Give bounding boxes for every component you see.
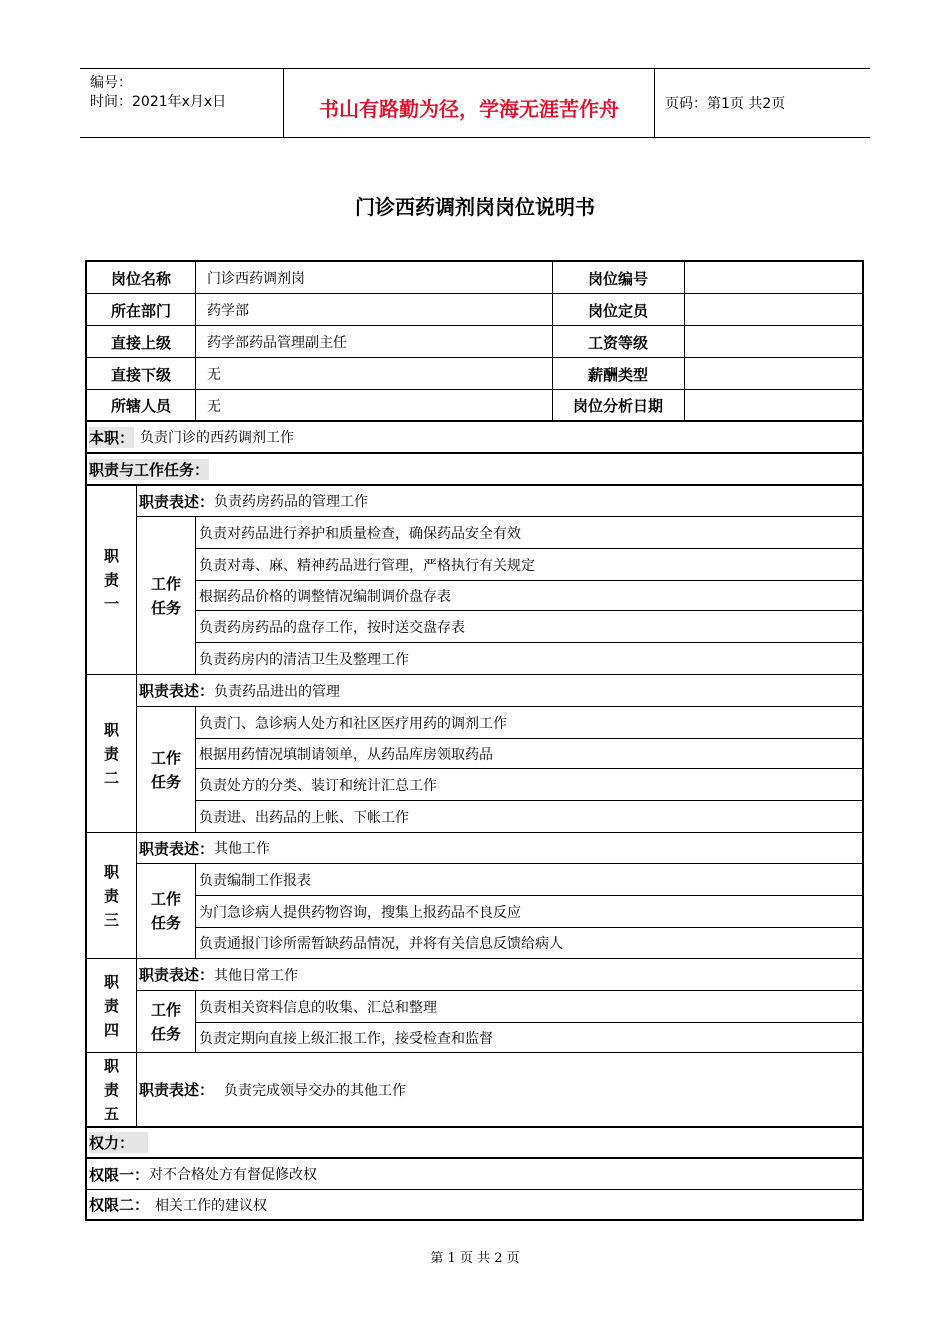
value-salary-type: [684, 358, 862, 390]
duty-1-task-4: 负责药房药品的盘存工作，按时送交盘存表: [199, 619, 465, 636]
duty-4-char: 四: [103, 1020, 119, 1039]
duty-1-desc-text: 负责药房药品的管理工作: [214, 494, 369, 510]
power-item-2-label: 权限二：: [89, 1196, 150, 1214]
desc-label: 职责表述：: [139, 682, 215, 700]
duty-3-char: 职: [103, 862, 119, 881]
task-label-line: 工作: [150, 890, 181, 908]
label-salary-grade: 工资等级: [587, 333, 648, 352]
duty-3-task-1: 负责编制工作报表: [199, 872, 311, 889]
header-page-cell: [655, 69, 870, 137]
value-staff: 无: [207, 398, 221, 415]
duty-1-task-2: 负责对毒、麻、精神药品进行管理，严格执行有关规定: [199, 557, 535, 574]
document-title: 门诊西药调剂岗岗位说明书: [355, 195, 595, 219]
main-duty-row: [87, 422, 862, 452]
main-duty-label: 本职：: [89, 428, 135, 447]
duty-2-description: [137, 675, 862, 706]
label-department: 所在部门: [110, 301, 171, 320]
page-label: 页码：第1页 共2页: [665, 96, 786, 112]
duty-4-description: [137, 959, 862, 990]
value-analysis-date: [684, 390, 862, 421]
desc-label: 职责表述：: [139, 839, 215, 858]
duty-4-label: [87, 959, 136, 1052]
duty-1-task-5: 负责药房内的清洁卫生及整理工作: [199, 651, 409, 668]
duty-4-desc-text: 其他日常工作: [214, 967, 299, 984]
power-heading-text: 权力：: [89, 1132, 148, 1153]
job-description-table: [85, 260, 864, 1221]
label-analysis-date: 岗位分析日期: [572, 397, 663, 415]
duty-1-task-1: 负责对药品进行养护和质量检查，确保药品安全有效: [199, 525, 521, 542]
task-label-line: 任务: [150, 772, 181, 791]
duty-2-char: 二: [103, 768, 119, 787]
duty-3-task-3: 负责通报门诊所需暂缺药品情况，并将有关信息反馈给病人: [199, 936, 563, 952]
duty-4-char: 职: [103, 972, 119, 991]
duty-5-description: [137, 1053, 862, 1126]
value-superior: 药学部药品管理副主任: [207, 335, 347, 351]
task-label-line: 任务: [150, 598, 181, 617]
duty-2-task-4: 负责进、出药品的上帐、下帐工作: [199, 809, 409, 826]
duty-4-char: 责: [103, 996, 119, 1015]
page-footer: 第 1 页 共 2 页: [430, 1251, 520, 1266]
duty-1-char: 责: [103, 571, 119, 589]
duty-2-task-3: 负责处方的分类、装订和统计汇总工作: [199, 777, 437, 794]
label-staff: 所辖人员: [110, 397, 171, 415]
label-subordinate: 直接下级: [110, 365, 171, 384]
duty-3-desc-text: 其他工作: [214, 841, 271, 857]
label-superior: 直接上级: [110, 333, 171, 352]
power-item-1-text: 对不合格处方有督促修改权: [149, 1167, 318, 1183]
duty-4-task-label: [137, 991, 195, 1052]
desc-label: 职责表述：: [139, 1081, 215, 1099]
duty-3-task-label: [137, 864, 195, 958]
page-header: [80, 68, 870, 138]
label-salary-type: 薪酬类型: [587, 365, 648, 384]
value-position-number: [684, 262, 862, 294]
value-subordinate: 无: [207, 367, 221, 383]
duty-2-char: 职: [103, 720, 119, 739]
value-salary-grade: [684, 326, 862, 358]
duty-1-task-label: [137, 517, 195, 674]
duty-3-task-2: 为门急诊病人提供药物咨询，搜集上报药品不良反应: [199, 904, 521, 921]
duty-1-description: [137, 486, 862, 516]
power-item-1: [87, 1159, 862, 1189]
duty-5-desc-text: 负责完成领导交办的其他工作: [224, 1082, 407, 1099]
power-heading: [87, 1128, 862, 1157]
duty-3-description: [137, 833, 862, 863]
task-label-line: 工作: [150, 1000, 181, 1019]
header-meta: [80, 69, 284, 137]
main-duty-text: 负责门诊的西药调剂工作: [140, 430, 295, 446]
task-label-line: 工作: [150, 748, 181, 767]
duties-heading-text: 职责与工作任务：: [89, 460, 210, 479]
duty-2-char: 责: [103, 744, 119, 763]
duty-1-char: 职: [103, 547, 119, 565]
duty-4-task-1: 负责相关资料信息的收集、汇总和整理: [199, 999, 437, 1016]
duty-2-task-2: 根据用药情况填制请领单，从药品库房领取药品: [199, 746, 493, 763]
power-item-2: [87, 1190, 862, 1219]
duty-2-task-1: 负责门、急诊病人处方和社区医疗用药的调剂工作: [199, 715, 507, 732]
task-label-line: 任务: [150, 1024, 181, 1043]
duty-1-label: [87, 486, 136, 674]
label-position-name: 岗位名称: [110, 269, 171, 288]
duty-3-char: 责: [103, 886, 119, 905]
value-headcount: [684, 294, 862, 326]
duty-5-char: 责: [103, 1080, 119, 1099]
duty-5-char: 职: [103, 1056, 119, 1075]
duty-5-char: 五: [103, 1104, 119, 1123]
power-item-2-text: 相关工作的建议权: [155, 1197, 268, 1214]
power-item-1-label: 权限一：: [89, 1165, 150, 1184]
duty-3-label: [87, 833, 136, 958]
header-motto-cell: [284, 69, 655, 137]
label-position-number: 岗位编号: [587, 269, 648, 288]
task-label-line: 任务: [150, 914, 181, 932]
value-department: 药学部: [207, 303, 249, 319]
duties-heading: [87, 454, 862, 484]
desc-label: 职责表述：: [139, 966, 215, 984]
number-label: 编号：: [90, 75, 132, 91]
value-position-name: 门诊西药调剂岗: [207, 271, 305, 287]
task-label-line: 工作: [150, 574, 181, 593]
desc-label: 职责表述：: [139, 492, 215, 511]
duty-1-task-3: 根据药品价格的调整情况编制调价盘存表: [199, 588, 451, 605]
label-headcount: 岗位定员: [587, 301, 648, 320]
duty-3-char: 三: [103, 910, 119, 929]
duty-2-desc-text: 负责药品进出的管理: [214, 683, 341, 700]
duty-5-label: [87, 1053, 136, 1126]
motto: 书山有路勤为径，学海无涯苦作舟: [319, 97, 619, 121]
duty-1-char: 一: [103, 595, 119, 613]
date-label: 时间：2021年x月x日: [90, 94, 227, 110]
duty-4-task-2: 负责定期向直接上级汇报工作，接受检查和监督: [199, 1030, 493, 1047]
duty-2-label: [87, 675, 136, 832]
duty-2-task-label: [137, 707, 195, 832]
